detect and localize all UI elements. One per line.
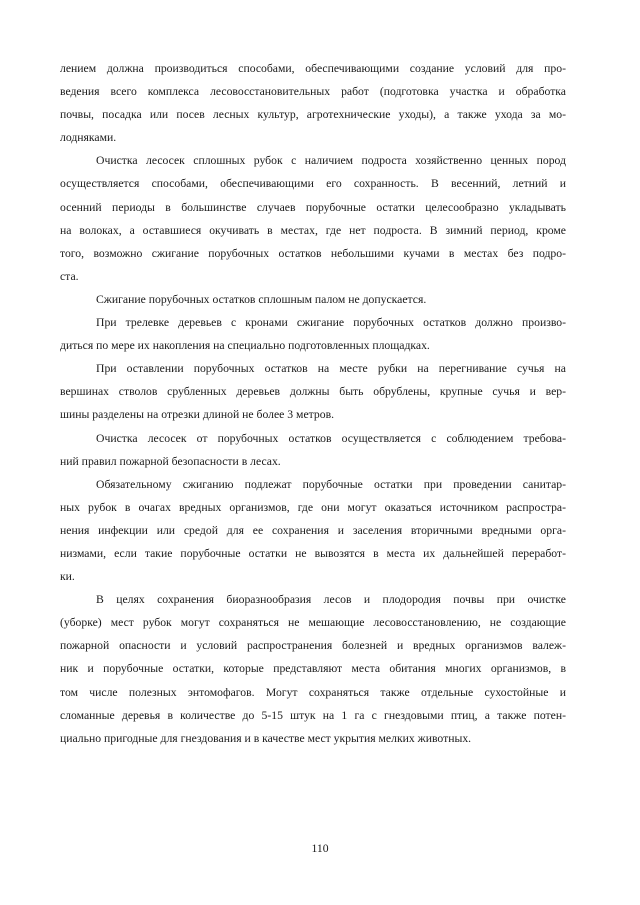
text-line: При оставлении порубочных остатков на месте рубки на перегнивание сучья на (96, 362, 566, 376)
text-line: низмами, если такие порубочные остатки не вывозятся в места их дальнейшей переработ- (60, 546, 566, 560)
text-line: ний правил пожарной безопасности в лесах. (60, 454, 281, 468)
text-line: шины разделены на отрезки длиной не более 3 метров. (60, 408, 335, 422)
page-number: 110 (311, 842, 329, 855)
text-line: вершинах стволов срубленных деревьев должны быть обрублены, крупные сучья и вер- (60, 385, 566, 399)
text-line: того, возможно сжигание порубочных остатков небольшими кучами в местах без подро- (60, 246, 566, 260)
text-line: диться по мере их накопления на специально подготовленных площадках. (60, 339, 430, 353)
text-line: циально пригодные для гнездования и в качестве мест укрытия мелких животных. (60, 731, 472, 745)
text-line: В целях сохранения биоразнообразия лесов и плодородия почвы при очистке (96, 593, 566, 607)
text-line: сломанные деревья в количестве до 5-15 штук на 1 га с гнездовыми птиц, а также потен- (60, 708, 566, 722)
paragraph-1 (60, 57, 566, 149)
text-line: осенний периоды в большинстве случаев порубочные остатки целесообразно укладывать (60, 200, 566, 214)
text-line: лодняками. (60, 131, 117, 145)
text-line: лением должна производиться способами, обеспечивающими создание условий для про- (60, 62, 566, 75)
paragraph-3 (60, 288, 566, 311)
text-line: том числе полезных энтомофагов. Могут сохраняться также отдельные сухостойные и (60, 685, 566, 699)
paragraph-4 (60, 311, 566, 357)
paragraph-6 (60, 427, 566, 473)
text-line: на волоках, а оставшиеся окучивать в местах, где нет подроста. В зимний период, кроме (60, 223, 566, 237)
text-line: Очистка лесосек от порубочных остатков осуществляется с соблюдением требова- (96, 431, 566, 445)
text-line: ных рубок в очагах вредных организмов, где они могут оказаться источником распростра- (60, 500, 566, 514)
text-line: пожарной опасности и условий распространения болезней и вредных организмов валеж- (60, 639, 566, 653)
text-line: Очистка лесосек сплошных рубок с наличием подроста хозяйственно ценных пород (96, 154, 566, 168)
text-line: почвы, посадка или посев лесных культур, агротехнические уходы), а также ухода за мо- (60, 108, 566, 122)
text-line: ведения всего комплекса лесовосстановительных работ (подготовка участка и обработка (60, 85, 566, 99)
paragraph-8 (60, 588, 566, 750)
text-line: Обязательному сжиганию подлежат порубочные остатки при проведении санитар- (96, 477, 566, 491)
paragraph-7 (60, 473, 566, 588)
text-line: (уборке) мест рубок могут сохраняться не мешающие лесовосстановлению, не создающие (60, 616, 566, 630)
text-line: ста. (60, 269, 79, 283)
text-line: Сжигание порубочных остатков сплошным палом не допускается. (96, 292, 427, 306)
text-line: осуществляется способами, обеспечивающими его сохранность. В весенний, летний и (60, 177, 566, 191)
paragraph-2 (60, 149, 566, 288)
text-line: ник и порубочные остатки, которые представляют места обитания многих организмов, в (60, 662, 566, 676)
text-line: При трелевке деревьев с кронами сжигание порубочных остатков должно произво- (96, 316, 566, 330)
text-line: нения инфекции или средой для ее сохранения и заселения вторичными вредными орга- (60, 523, 566, 537)
text-line: ки. (60, 570, 75, 584)
document-page (60, 57, 566, 750)
paragraph-5 (60, 357, 566, 426)
